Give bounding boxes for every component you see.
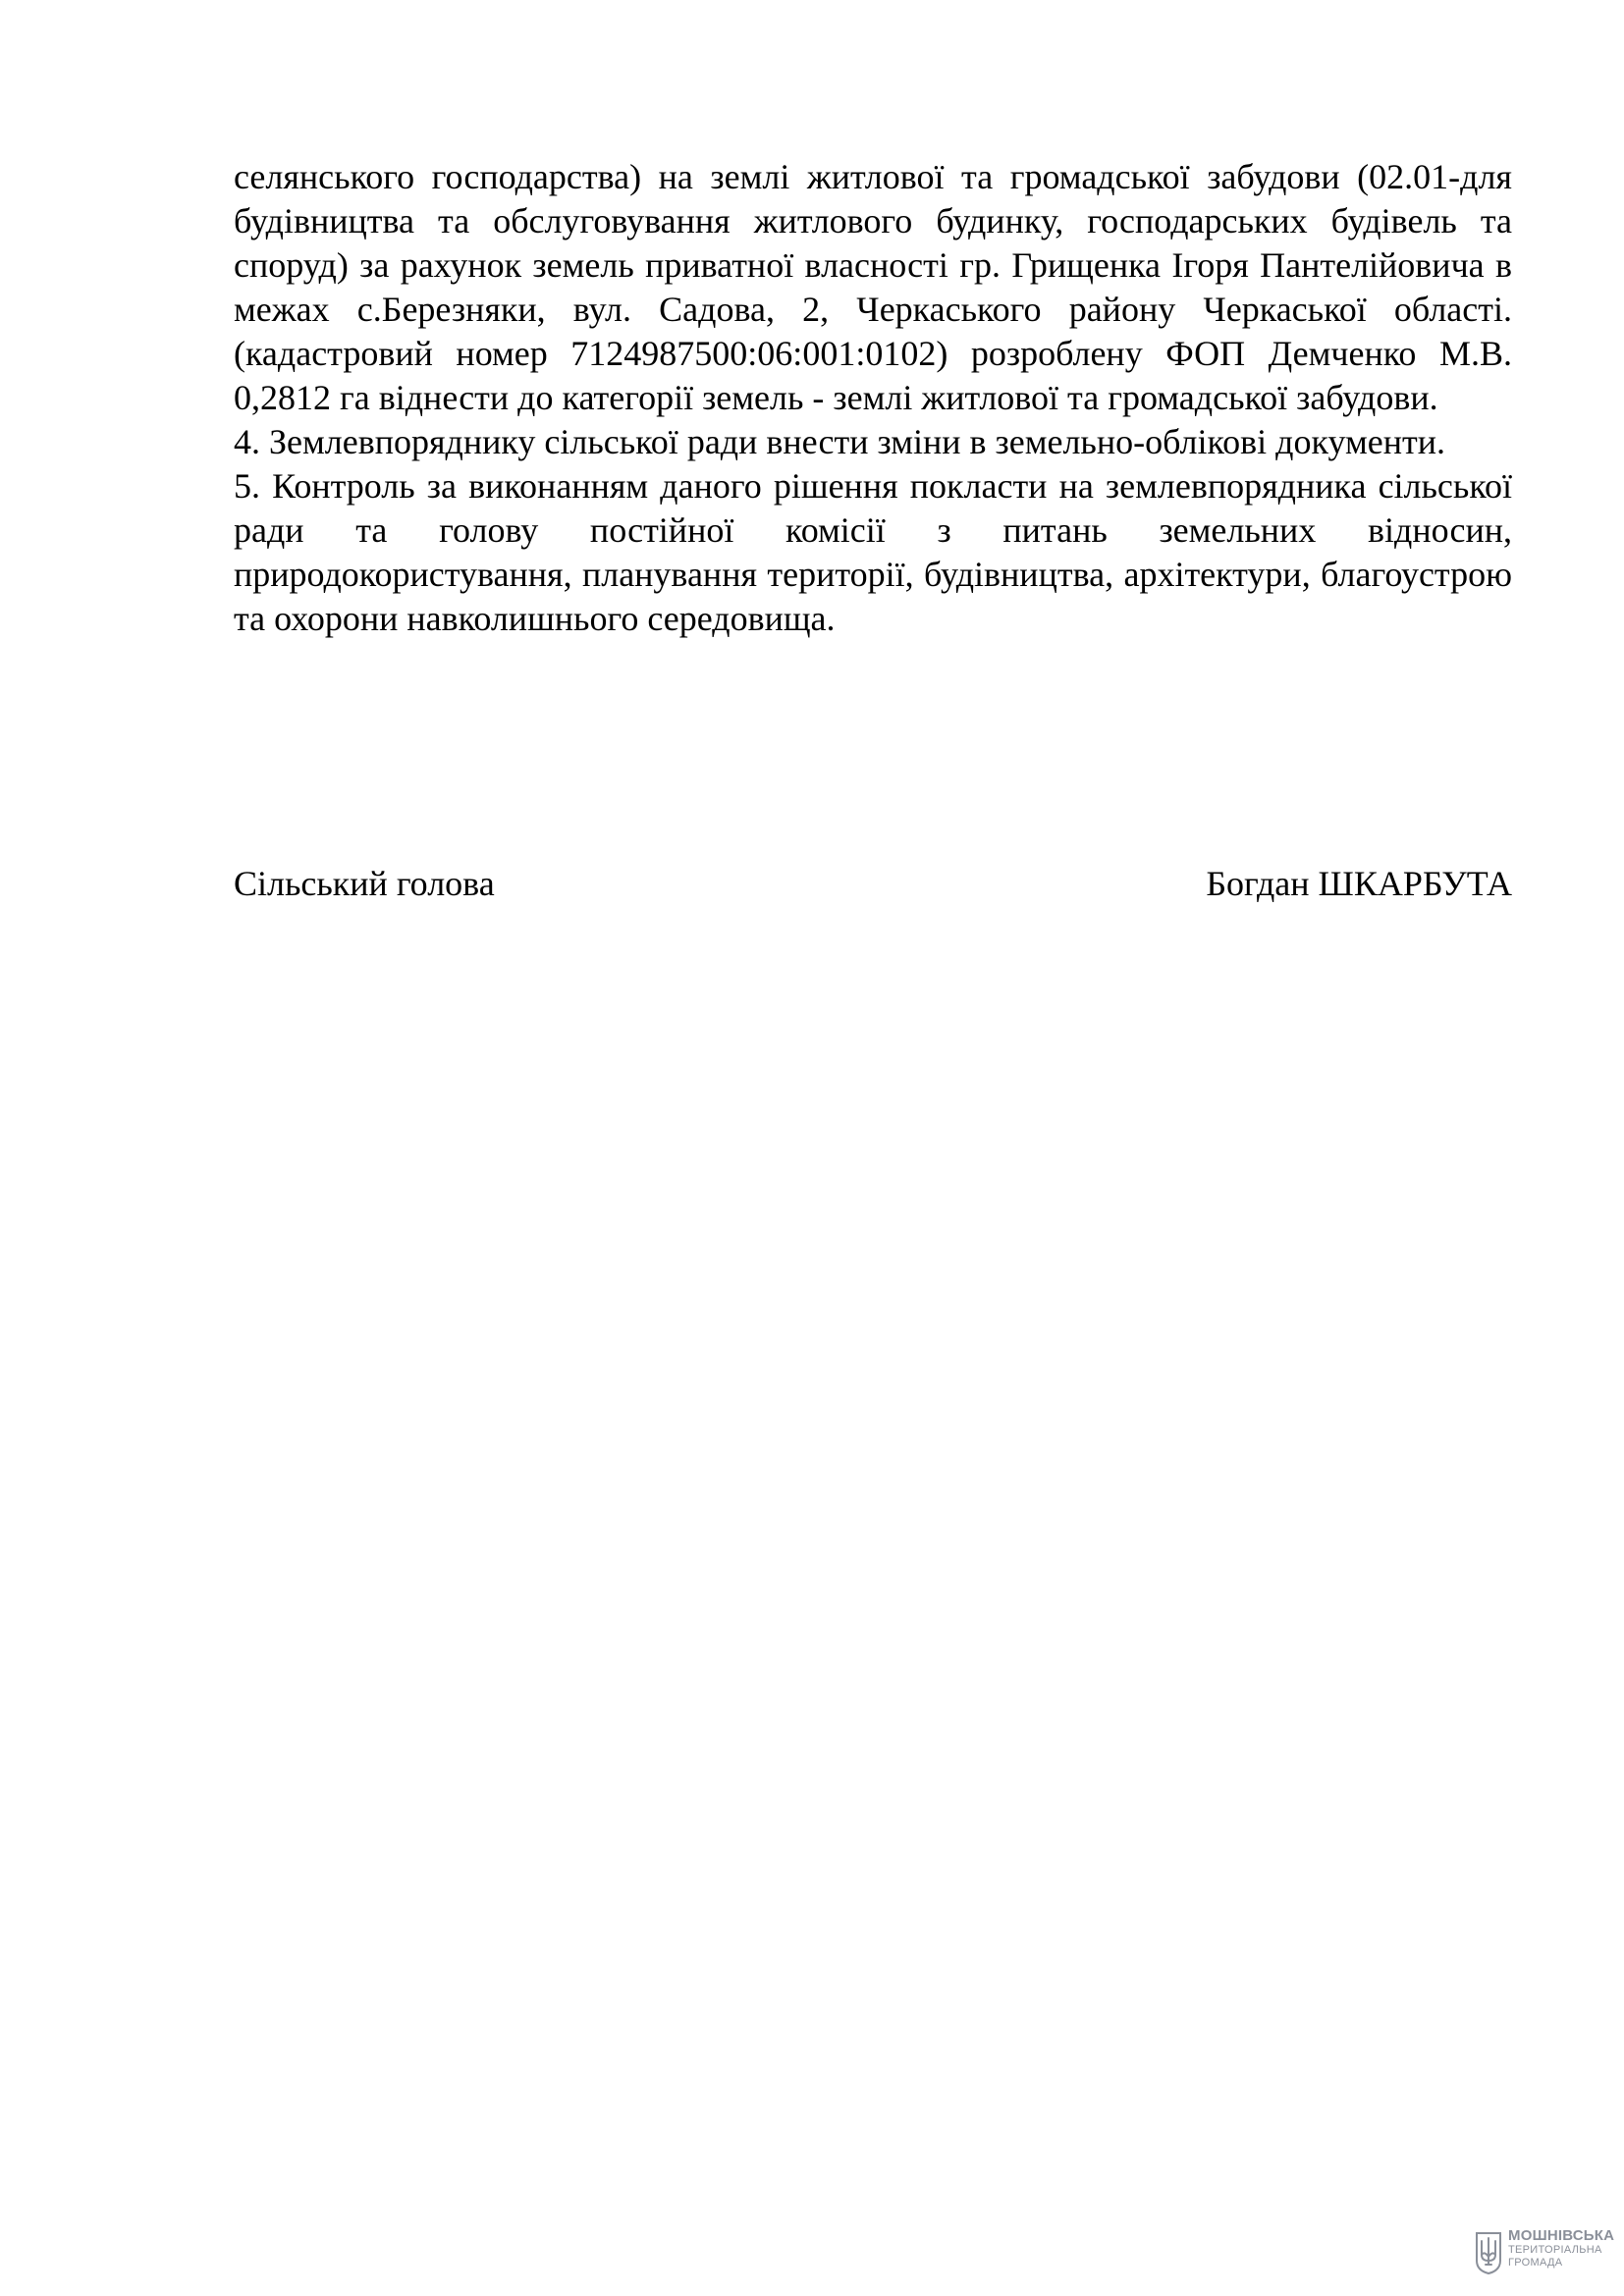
community-logo (1475, 2227, 1615, 2282)
paragraph-continuation: селянського господарства) на землі житлової та громадської забудови (02.01-для будівництва та обслуговування житлового будинку, господарських будівель та споруд) за рахунок земель приватної власності гр. Грищенка Ігоря Пантелійовича в межах с.Березняки, вул. Садова, 2, Черкаського району Черкаської області.(кадастровий номер 7124987500:06:001:0102) розроблену ФОП Демченко М.В. 0,2812 га віднести до категорії земель - землі житлової та громадської забудови. (234, 157, 1512, 417)
trident-coat-of-arms-icon (1475, 2231, 1502, 2274)
paragraph-item-4: 4. Землевпоряднику сільської ради внести зміни в земельно-облікові документи. (234, 422, 1446, 461)
logo-line-3: ГРОМАДА (1508, 2257, 1563, 2269)
signatory-title: Сільський голова (234, 864, 495, 903)
logo-wordmark (1508, 2227, 1614, 2269)
logo-line-2: ТЕРИТОРІАЛЬНА (1508, 2244, 1602, 2256)
decision-body (234, 155, 1512, 641)
logo-line-1: МОШНІВСЬКА (1508, 2227, 1615, 2244)
signatory-name: Богдан ШКАРБУТА (1206, 864, 1512, 903)
paragraph-item-5: 5. Контроль за виконанням даного рішення покласти на землевпорядника сільської ради та голову постійної комісії з питань земельних відносин, природокористування, планування території, будівництва, архітектури, благоустрою та охорони навколишнього середовища. (234, 466, 1512, 638)
